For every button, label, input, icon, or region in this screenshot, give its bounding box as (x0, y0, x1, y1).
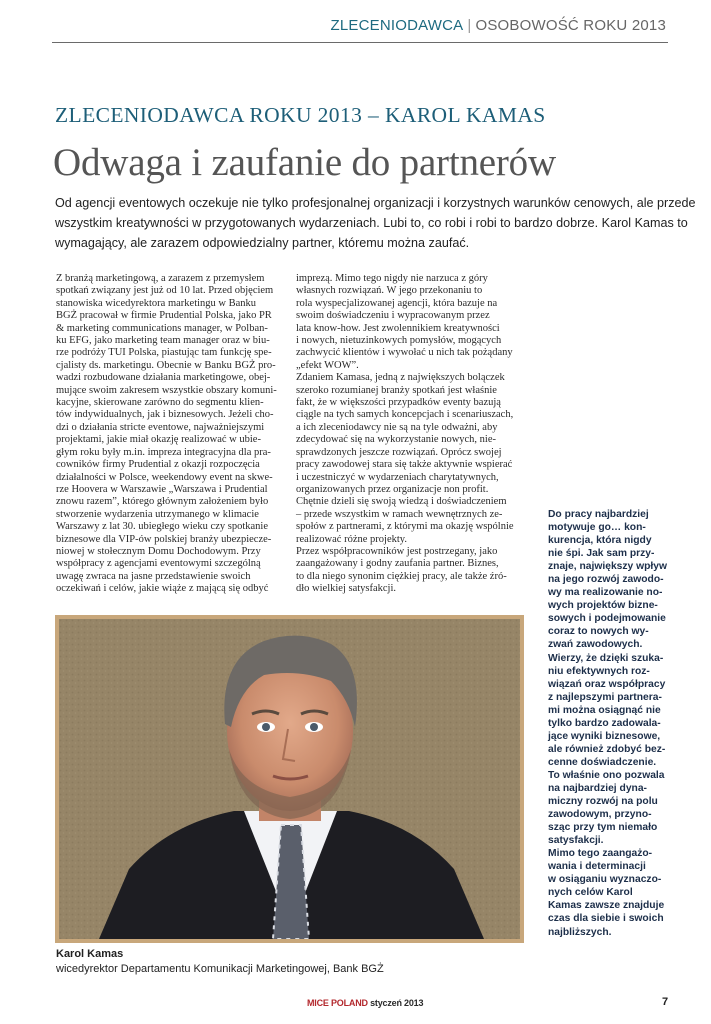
body-text-line: fakt, że w większości przypadków eventy bazują (296, 397, 501, 409)
body-text-line: projektami, jakie miał okazję realizować w ubie- (56, 434, 261, 446)
body-text-line: realizować różne projekty. (296, 533, 407, 545)
pull-quote-line: zwań zawodowych. (548, 639, 643, 651)
body-text-line: tów indywidualnych, jak i biznesowych. Jeżeli cho- (56, 409, 274, 421)
pull-quote-line: Wierzy, że dzięki szuka- (548, 652, 664, 664)
portrait-photo (59, 619, 520, 939)
body-text-line: „efekt WOW”. (296, 359, 359, 371)
pull-quote-line: czas dla siebie i swoich (548, 913, 664, 925)
pull-quote-line: Mimo tego zaangażo- (548, 848, 653, 860)
pull-quote-line: mi można osiągnąć nie (548, 704, 661, 716)
body-column-1 (56, 273, 296, 596)
body-text-line: pracy zawodowej stara się także aktywnie wspierać (296, 459, 513, 471)
pull-quote (548, 508, 680, 939)
footer-magazine (307, 998, 423, 1008)
body-text-line: zachwycić klientów i wywołać u nich tak pożądany (296, 347, 513, 359)
pull-quote-line: tylko bardzo zadowala- (548, 717, 661, 729)
body-text-line: kacyjne, skierowane zarówno do segmentu klien- (56, 397, 264, 409)
body-text-line: rze Hoovera w Warszawie „Warszawa i Prudential (56, 483, 268, 495)
lead-line: wszystkim kreatywności w przygotowanych wydarzeniach. Lubi to, co robi i robi to bardzo dobrze. Karol Kamas to (55, 216, 688, 230)
running-header (52, 12, 668, 43)
article-lead (55, 193, 696, 253)
running-header-text (330, 17, 666, 34)
article-title: Odwaga i zaufanie do partnerów (53, 141, 556, 184)
body-text-line: mujące swoim zakresem wszystkie obszary komuni- (56, 384, 277, 396)
body-text-line: to dla niego synonim ciężkiej pracy, ale także źró- (296, 570, 507, 582)
body-text-line: stworzenie wydarzenia utrzymanego w klimacie (56, 508, 259, 520)
body-text-line: rze podróży TUI Polska, piastując tam funkcję spe- (56, 347, 272, 359)
pull-quote-line: na najbardziej dyna- (548, 782, 647, 794)
body-text-line: Zdaniem Kamasa, jedną z największych bolączek (296, 372, 505, 384)
lead-line: wymagający, ale zarazem odpowiedzialny partner, któremu można zaufać. (55, 236, 470, 250)
pull-quote-line: Do pracy najbardziej (548, 509, 649, 520)
body-text-line: Warszawy z lat 30. ubiegłego wieku czy spotkanie (56, 521, 268, 533)
body-text-line: zaangażowany i godny zaufania partner. Biznes, (296, 558, 499, 570)
body-text-line: Przez współpracowników jest postrzegany, jako (296, 545, 498, 557)
pull-quote-line: na jego rozwój zawodo- (548, 574, 664, 586)
lead-line: Od agencji eventowych oczekuje nie tylko profesjonalnej organizacji i korzystnych warunków cenowych, ale przede (55, 196, 696, 210)
photo-caption-role: wicedyrektor Departamentu Komunikacji Marketingowej, Bank BGŻ (56, 963, 384, 975)
pull-quote-line: z najlepszymi partnera- (548, 691, 662, 703)
footer-magazine-name: MICE POLAND (307, 998, 368, 1008)
pull-quote-line: cenne doświadczenie. (548, 756, 657, 768)
body-text-line: BGŻ pracował w firmie Prudential Polska, jako PR (56, 310, 272, 322)
pull-quote-line: nie śpi. Jak sam przy- (548, 548, 655, 560)
header-separator: | (467, 17, 472, 34)
body-text-line: lata know-how. Jest zwolennikiem kreatywności (296, 322, 500, 334)
body-text-line: ciągle na tych samych koncepcjach i scenariuszach, (296, 409, 514, 421)
pull-quote-line: sowych i podejmowanie (548, 613, 666, 625)
body-text-line: szeroko rozumianej branży spotkań jest właśnie (296, 384, 497, 396)
body-text-line: swoim doświadczeniu i wypracowanym przez (296, 310, 490, 322)
body-text-line: Chętnie dzieli się swoją wiedzą i doświadczeniem (296, 496, 507, 508)
body-text-line: społów z partnerami, z którymi ma okazję wspólnie (296, 521, 514, 533)
pull-quote-line: motywuje go… kon- (548, 522, 646, 534)
pull-quote-line: wania i determinacji (548, 861, 646, 873)
body-text-line: & marketing communications manager, w Polban- (56, 322, 268, 334)
pull-quote-line: coraz to nowych wy- (548, 626, 649, 638)
body-text-line: własnych rozwiązań. W jego przekonaniu to (296, 285, 483, 297)
body-text-line: oczekiwań i celów, jakie wiąże z mającą się odbyć (56, 583, 269, 595)
body-text-line: a ich zleceniodawcy nie są na tyle odważni, aby (296, 421, 498, 433)
pull-quote-line: jące wyniki biznesowe, (548, 730, 661, 742)
body-text-line: stanowiska wicedyrektora marketingu w Banku (56, 297, 257, 309)
pull-quote-line: Kamas zawsze znajduje (548, 900, 665, 912)
pull-quote-line: miczny rozwój na polu (548, 796, 658, 808)
pull-quote-line: najbliższych. (548, 926, 612, 938)
body-text-line: działalności w Polsce, weekendowy event na skwe- (56, 471, 273, 483)
body-text-line: cjalisty ds. marketingu. Obecnie w Banku BGŻ pro- (56, 359, 276, 371)
body-text-line: niowej w stołecznym Domu Dochodowym. Przy (56, 545, 261, 557)
body-text-line: – przede wszystkim w ramach wewnętrznych ze- (296, 508, 503, 520)
pull-quote-line: ale również zdobyć bez- (548, 743, 666, 755)
pull-quote-line: sząc przy tym niemało (548, 822, 658, 834)
body-text-line: Z branżą marketingową, a zarazem z przemysłem (56, 273, 265, 284)
pull-quote-line: kurencja, która nigdy (548, 535, 652, 547)
body-text-line: rola wyspecjalizowanej agencji, która bazuje na (296, 297, 498, 309)
body-text-line: spotkań związany jest już od 10 lat. Przed objęciem (56, 285, 274, 297)
body-text-line: dzi o działania stricte eventowe, najważniejszymi (56, 421, 265, 433)
portrait-photo-frame (55, 615, 524, 943)
article-kicker: ZLECENIODAWCA ROKU 2013 – KAROL KAMAS (55, 103, 546, 127)
body-text-line: cowników firmy Prudential z okazji rozpoczęcia (56, 459, 260, 471)
footer-issue: styczeń 2013 (370, 998, 424, 1008)
pull-quote-line: nych celów Karol (548, 887, 633, 899)
body-column-2 (296, 273, 536, 596)
pull-quote-line: znaje, największy wpływ (548, 561, 668, 573)
pull-quote-line: satysfakcji. (548, 835, 604, 847)
page-number: 7 (662, 996, 669, 1008)
body-text-line: imprezą. Mimo tego nigdy nie narzuca z góry (296, 273, 488, 284)
pull-quote-line: To właśnie ono pozwala (548, 769, 665, 781)
body-text-line: organizowanych przez organizacje non profit. (296, 483, 489, 495)
pull-quote-line: w osiąganiu wyznaczo- (548, 874, 662, 886)
body-text-line: sprawdzonych jeszcze rozwiązań. Oprócz swojej (296, 446, 502, 458)
pull-quote-line: niu efektywnych roz- (548, 665, 650, 677)
body-text-line: wadzi rozbudowane działania marketingowe, obej- (56, 372, 271, 384)
body-text-line: i nowych, nietuzinkowych pomysłów, mogących (296, 335, 502, 347)
pull-quote-line: wych projektów bizne- (548, 600, 658, 612)
body-text-line: znowu razem”, którego głównym założeniem było (56, 496, 269, 508)
body-text-line: ku EFG, jako marketing team manager oraz w biu- (56, 335, 270, 347)
body-text-line: biznesowe dla VIP-ów polskiej branży ubezpiecze- (56, 533, 272, 545)
header-category: OSOBOWOŚĆ ROKU 2013 (475, 17, 666, 34)
pull-quote-line: wy ma realizowanie no- (548, 587, 663, 599)
body-text-line: współpracy z agencjami eventowymi szczególną (56, 558, 261, 570)
body-text-line: uwagę zwraca na jasne przedstawienie swoich (56, 570, 251, 582)
pull-quote-line: wiązań oraz współpracy (548, 678, 666, 690)
photo-caption-name: Karol Kamas (56, 948, 124, 960)
pull-quote-line: zawodowym, przyno- (548, 809, 652, 821)
body-text-line: zdecydować się na wykorzystanie nowych, nie- (296, 434, 497, 446)
body-text-line: głym roku były m.in. impreza integracyjna dla pra- (56, 446, 271, 458)
header-section: ZLECENIODAWCA (330, 17, 464, 34)
body-text-line: i uczestniczyć w wydarzeniach charytatywnych, (296, 471, 499, 483)
body-text-line: dło wielkiej satysfakcji. (296, 583, 397, 595)
